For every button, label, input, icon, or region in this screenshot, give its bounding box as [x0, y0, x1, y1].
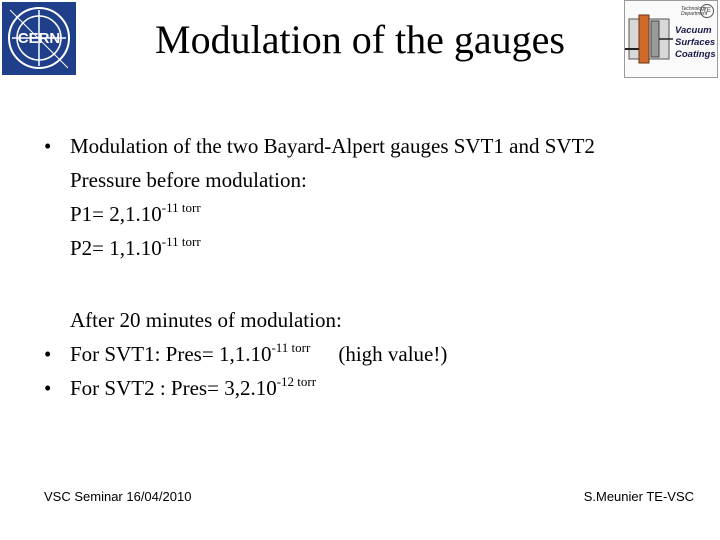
footer-right: S.Meunier TE-VSC [583, 489, 694, 504]
cern-logo [2, 2, 76, 75]
bullet: • [44, 342, 52, 366]
svt1-note: (high value!) [338, 342, 448, 366]
vsc-logo [624, 0, 718, 78]
svt2-line: For SVT2 : Pres= $3,2.10^{-12 torr}$ [70, 374, 317, 400]
vsc-words: Vacuum Surfaces Coatings [675, 25, 716, 60]
vsc-tagline: Technology Department [681, 6, 708, 17]
p1-line: $P1= 2,1.10^{-11 torr}$ [70, 200, 201, 226]
bullet: • [44, 134, 52, 158]
te-badge: TE [700, 4, 714, 18]
bullet-item-gauges: Modulation of the two Bayard-Alpert gauges SVT1 and SVT2 [70, 134, 595, 158]
footer-left: VSC Seminar 16/04/2010 [44, 489, 192, 504]
after-label: After 20 minutes of modulation: [70, 308, 342, 332]
svt1-line: For SVT1: Pres= $1,1.10^{-11 torr}$ (high value!) [70, 340, 448, 366]
bullet: • [44, 376, 52, 400]
slide-title: Modulation of the gauges [155, 17, 565, 62]
cern-logo-text: CERN [17, 30, 61, 47]
p2-line: $P2= 1,1.10^{-11 torr}$ [70, 234, 201, 260]
before-label: Pressure before modulation: [70, 168, 307, 192]
vacuum-chamber-icon [625, 1, 673, 77]
